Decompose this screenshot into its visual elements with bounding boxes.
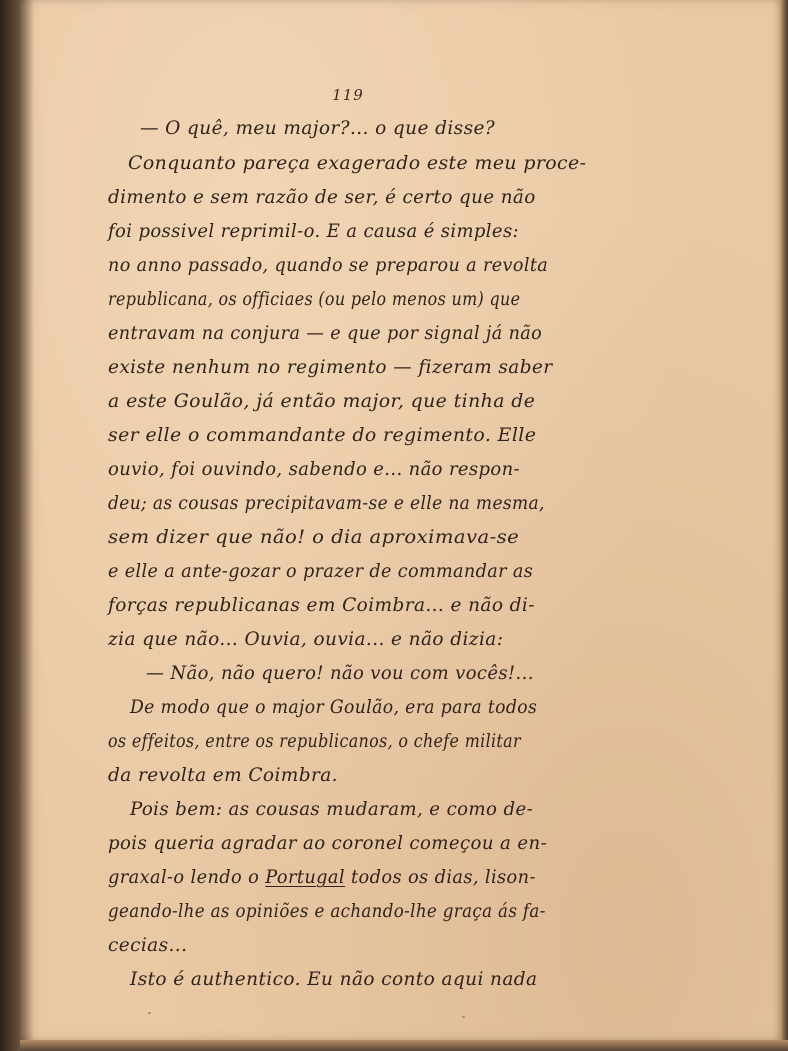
binding-edge (0, 0, 20, 1051)
manuscript-line: os effeitos, entre os republicanos, o chefe militar (108, 731, 521, 752)
manuscript-line: Conquanto pareça exagerado este meu proce- (128, 153, 587, 174)
page-bottom-edge (20, 1040, 788, 1051)
manuscript-line: foi possivel reprimil-o. E a causa é simples: (108, 221, 519, 242)
manuscript-line: Isto é authentico. Eu não conto aqui nada (130, 969, 538, 990)
manuscript-line: deu; as cousas precipitavam-se e elle na mesma, (108, 493, 545, 514)
manuscript-line: geando-lhe as opiniões e achando-lhe graça ás fa- (108, 901, 546, 922)
manuscript-line: e elle a ante-gozar o prazer de commandar as (108, 561, 534, 582)
manuscript-line: sem dizer que não! o dia aproximava-se (108, 527, 520, 548)
underlined-title: Portugal (265, 867, 345, 888)
paper-speck (462, 1016, 465, 1018)
manuscript-line: existe nenhum no regimento — fizeram saber (108, 357, 553, 378)
page-number: 119 (332, 86, 364, 104)
manuscript-line: republicana, os officiaes (ou pelo menos um) que (108, 289, 521, 310)
manuscript-line: cecias... (108, 935, 188, 956)
manuscript-line (108, 867, 536, 888)
manuscript-line: da revolta em Coimbra. (108, 765, 338, 786)
manuscript-line: forças republicanas em Coimbra... e não di- (108, 595, 535, 616)
manuscript-line: — Não, não quero! não vou com vocês!... (146, 663, 534, 684)
manuscript-line: no anno passado, quando se preparou a revolta (108, 255, 549, 276)
manuscript-line: De modo que o major Goulão, era para todos (130, 697, 538, 718)
manuscript-line: entravam na conjura — e que por signal já não (108, 323, 543, 344)
manuscript-line: Pois bem: as cousas mudaram, e como de- (130, 799, 534, 820)
page-gutter-shadow (20, 0, 34, 1040)
manuscript-line: dimento e sem razão de ser, é certo que não (108, 187, 536, 208)
page-right-edge (780, 0, 788, 1051)
manuscript-line: a este Goulão, já então major, que tinha de (108, 391, 536, 412)
manuscript-line-part: graxal-o lendo o Portugal todos os dias, lison- (108, 867, 536, 888)
paper-speck (148, 1012, 151, 1014)
manuscript-line: — O quê, meu major?... o que disse? (140, 118, 496, 139)
manuscript-line: pois queria agradar ao coronel começou a en- (108, 833, 548, 854)
manuscript-line: ser elle o commandante do regimento. Elle (108, 425, 537, 446)
manuscript-line: ouvio, foi ouvindo, sabendo e... não respon- (108, 459, 521, 480)
manuscript-line: zia que não... Ouvia, ouvia... e não dizia: (108, 629, 504, 650)
